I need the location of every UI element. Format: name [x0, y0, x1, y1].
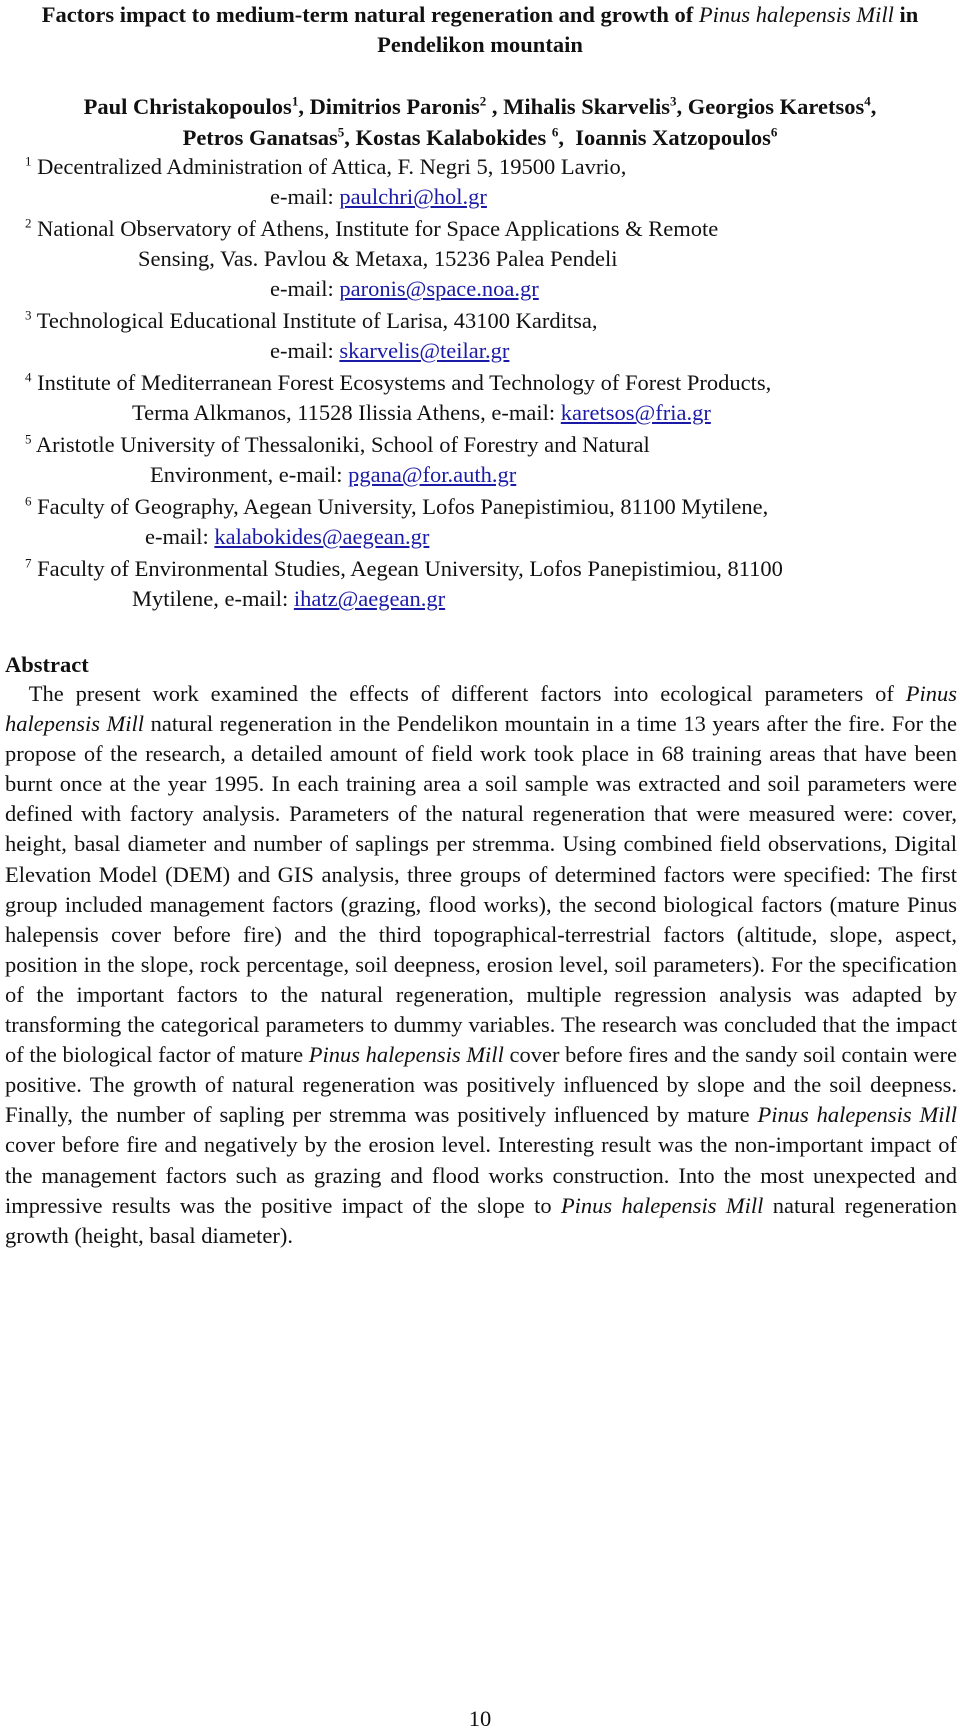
- author-affiliation-number: 6: [551, 124, 559, 140]
- abstract-text: The present work examined the effects of different factors into ecological parameters of: [28, 681, 894, 706]
- email-link[interactable]: paronis@space.noa.gr: [339, 276, 539, 301]
- affiliation-number: 3: [25, 307, 32, 323]
- email-label: e-mail:: [145, 524, 215, 549]
- author-list: Paul Christakopoulos$^1$, Dimitrios Paronis$^2$ , Mihalis Skarvelis$^3$, Georgios Karetsos$^4$, Petros Ganatsas$^5$, Kostas Kalabokides $^6$, Ioannis Xatzopoulos$^6$: [83, 93, 877, 150]
- abstract-species: Pinus halepensis Mill: [308, 1042, 504, 1068]
- abstract-species: Pinus halepensis Mill: [560, 1192, 764, 1218]
- paper-title: [0, 0, 960, 60]
- affiliation-email-line: [25, 336, 597, 366]
- abstract-text: cover before fires and the sandy soil contain were positive. The growth of natural regeneration was positively influenced by slope and the soil deepness. Finally, the number of sapling per stremma was positively influenced by mature: [5, 1042, 957, 1128]
- affiliation-email-line: [25, 182, 626, 212]
- affiliation-number: 5: [25, 431, 32, 447]
- affiliation-email-line: [25, 584, 783, 614]
- affiliation-3: [25, 306, 597, 366]
- abstract-species: Pinus halepensis Mill: [5, 681, 958, 737]
- author-affiliation-number: 6: [770, 124, 778, 140]
- affiliation-2: [25, 214, 718, 304]
- affiliation-text-line-2: Sensing, Vas. Pavlou & Metaxa, 15236 Palea Pendeli: [138, 246, 618, 271]
- email-link[interactable]: kalabokides@aegean.gr: [214, 524, 430, 549]
- affiliation-text: Aristotle University of Thessaloniki, School of Forestry and Natural: [35, 432, 650, 457]
- author-name: Paul Christakopoulos: [83, 94, 292, 119]
- title-part-2: in Pendelikon mountain: [377, 2, 919, 57]
- email-link[interactable]: paulchri@hol.gr: [339, 184, 487, 209]
- email-label: e-mail:: [270, 276, 340, 301]
- affiliation-4: [25, 368, 771, 428]
- abstract-text: natural regeneration in the Pendelikon mountain in a time 13 years after the fire. For the propose of the research, a detailed amount of field work took place in 68 training areas that have been burnt once at the year 1995. In each training area a soil sample was extracted and soil parameters were defined with factory analysis. Parameters of the natural regeneration that were measured were: cover, height, basal diameter and number of saplings per stremma. Using combined field observations, Digital Elevation Model (DEM) and GIS analysis, three groups of determined factors were specified: The first group included management factors (grazing, flood works), the second biological factors (mature Pinus halepensis cover before fire) and the third topographical-terrestrial factors (altitude, slope, aspect, position in the slope, rock percentage, soil deepness, erosion level, soil parameters). For the specification of the important factors to the natural regeneration, multiple regression analysis was adapted by transforming the categorical parameters to dummy variables. The research was concluded that the impact of the biological factor of mature: [5, 711, 958, 1068]
- author-name: Kostas Kalabokides: [355, 125, 547, 150]
- affiliation-number: 7: [25, 555, 32, 571]
- email-link[interactable]: pgana@for.auth.gr: [348, 462, 517, 487]
- title-part-1: Factors impact to medium-term natural regeneration and growth of: [41, 2, 694, 27]
- author-name: Petros Ganatsas: [182, 125, 338, 150]
- affiliation-email-line: [25, 274, 718, 304]
- author-affiliation-number: 3: [670, 93, 677, 109]
- affiliation-number: 2: [25, 215, 32, 231]
- affiliation-email-line: [25, 398, 771, 428]
- author-name: Ioannis Xatzopoulos: [575, 125, 771, 150]
- abstract-heading: Abstract: [5, 652, 89, 677]
- affiliation-number: 4: [25, 369, 32, 385]
- affiliation-text: Faculty of Environmental Studies, Aegean University, Lofos Panepistimiou, 81100: [37, 556, 783, 581]
- affiliation-text: Institute of Mediterranean Forest Ecosystems and Technology of Forest Products,: [37, 370, 772, 395]
- email-label: e-mail:: [270, 338, 340, 363]
- email-label: e-mail:: [270, 184, 340, 209]
- author-affiliation-number: 4: [864, 93, 871, 109]
- title-species: Pinus halepensis Mill: [698, 2, 894, 27]
- author-name: Georgios Karetsos: [687, 94, 865, 119]
- email-label: Mytilene, e-mail:: [132, 586, 294, 611]
- abstract-text: natural regeneration growth (height, basal diameter).: [5, 1192, 958, 1248]
- affiliation-number: 6: [25, 493, 32, 509]
- author-affiliation-number: 5: [337, 124, 345, 140]
- affiliation-text: Decentralized Administration of Attica, F. Negri 5, 19500 Lavrio,: [37, 154, 627, 179]
- affiliation-email-line: [25, 522, 768, 552]
- email-link[interactable]: ihatz@aegean.gr: [293, 586, 446, 611]
- abstract-species: Pinus halepensis Mill: [757, 1102, 957, 1128]
- affiliation-text: National Observatory of Athens, Institute for Space Applications & Remote: [37, 216, 719, 241]
- email-label: Environment, e-mail:: [150, 462, 349, 487]
- author-affiliation-number: 2: [479, 93, 487, 109]
- affiliation-5: [25, 430, 650, 490]
- page-number: 10: [468, 1706, 492, 1731]
- author-name: Dimitrios Paronis: [309, 94, 480, 119]
- affiliation-7: [25, 554, 783, 614]
- email-link[interactable]: skarvelis@teilar.gr: [339, 338, 510, 363]
- author-name: Mihalis Skarvelis: [503, 94, 671, 119]
- affiliation-text: Technological Educational Institute of Larisa, 43100 Karditsa,: [36, 308, 598, 333]
- affiliation-1: [25, 152, 626, 212]
- abstract-text: cover before fire and negatively by the erosion level. Interesting result was the non-important impact of the management factors such as grazing and flood works construction. Into the most unexpected and impressive results was the positive impact of the slope to: [5, 1132, 957, 1218]
- author-affiliation-number: 1: [291, 93, 299, 109]
- email-label: Terma Alkmanos, 11528 Ilissia Athens, e-mail:: [132, 400, 561, 425]
- affiliation-text: Faculty of Geography, Aegean University, Lofos Panepistimiou, 81100 Mytilene,: [37, 494, 769, 519]
- affiliation-6: [25, 492, 768, 552]
- affiliation-number: 1: [25, 153, 32, 169]
- abstract-body: [5, 679, 957, 1251]
- email-link[interactable]: karetsos@fria.gr: [560, 400, 711, 425]
- affiliation-email-line: [25, 460, 650, 490]
